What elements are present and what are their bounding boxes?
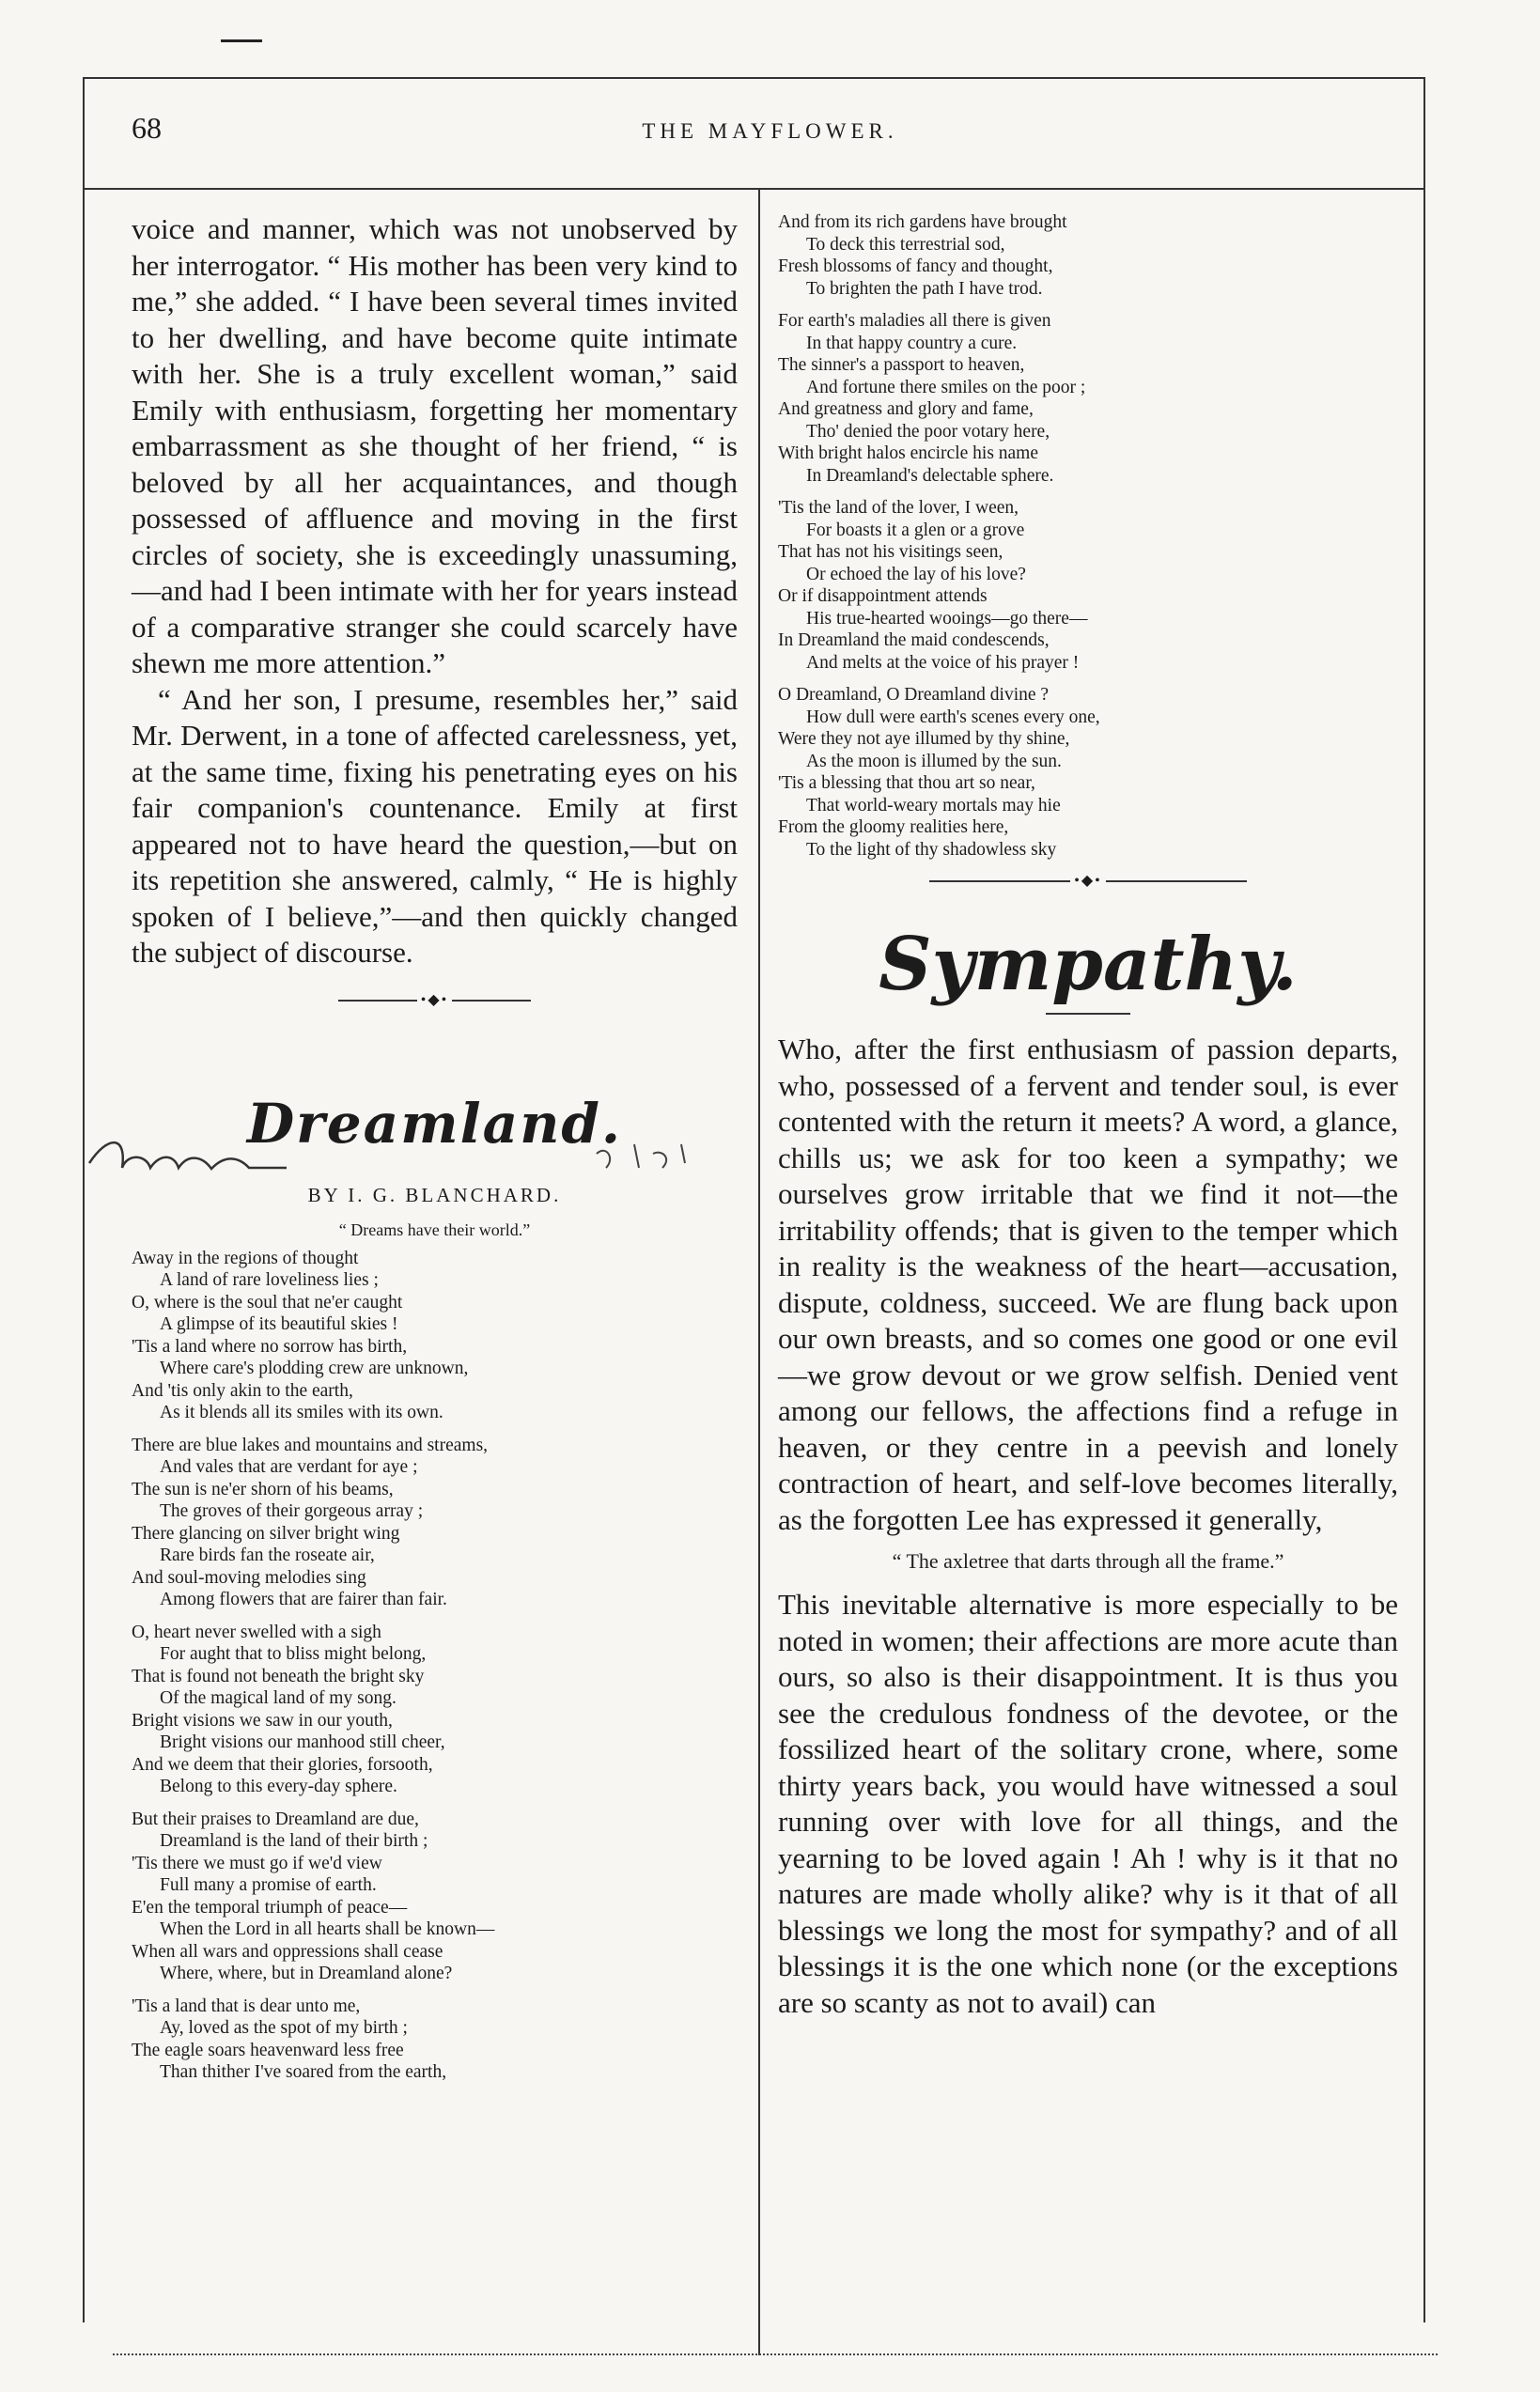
poem-stanza	[778, 497, 1398, 674]
poem-line: As it blends all its smiles with its own.	[160, 1403, 443, 1422]
poem-line: Rare birds fan the roseate air,	[160, 1545, 375, 1565]
poem-line: And from its rich gardens have brought	[778, 212, 1067, 232]
essay-quote: “ The axletree that darts through all the frame.”	[892, 1549, 1284, 1573]
poem-line: And vales that are verdant for aye ;	[160, 1457, 418, 1477]
poem-line: 'Tis there we must go if we'd view	[132, 1853, 382, 1873]
poem-line: His true-hearted wooings—go there—	[806, 608, 1088, 629]
ornament-rule: •◆•	[132, 990, 738, 1009]
story-paragraph: “ And her son, I presume, resembles her,” said Mr. Derwent, in a tone of affected carelessness, yet, at the same time, fixing his penetrating eyes on his fair companion's countenance. Emily at first appeared not to have heard the question,—but on its repetition she answered, calmly, “ He is highly spoken of I believe,”—and then quickly changed the subject of discourse.	[132, 682, 738, 969]
poem-line: And fortune there smiles on the poor ;	[806, 377, 1086, 397]
poem-line: As the moon is illumed by the sun.	[806, 751, 1062, 771]
poem-line: How dull were earth's scenes every one,	[806, 707, 1100, 727]
title-rule	[1046, 1013, 1130, 1015]
poem-stanza	[132, 1809, 738, 1985]
poem-line: 'Tis a land where no sorrow has birth,	[132, 1336, 408, 1357]
poem-stanza	[778, 211, 1398, 300]
poem-line: Tho' denied the poor votary here,	[806, 421, 1050, 442]
poem-line: And melts at the voice of his prayer !	[806, 652, 1080, 673]
poem-line: And we deem that their glories, forsooth,	[132, 1754, 433, 1775]
poem-dreamland-part2	[778, 211, 1398, 861]
poem-line: In Dreamland's delectable sphere.	[806, 465, 1054, 486]
poem-line: When all wars and oppressions shall cease	[132, 1941, 443, 1962]
poem-line: The sinner's a passport to heaven,	[778, 355, 1025, 375]
poem-stanza	[778, 310, 1398, 487]
poem-line: In that happy country a cure.	[806, 333, 1018, 353]
poem-line: Where, where, but in Dreamland alone?	[160, 1964, 453, 1983]
poem-line: From the gloomy realities here,	[778, 817, 1009, 837]
poem-stanza	[778, 684, 1398, 861]
poem-dreamland-part1	[132, 1248, 738, 2084]
poem-line: Or if disappointment attends	[778, 586, 988, 606]
poem-line: The groves of their gorgeous array ;	[160, 1501, 424, 1521]
poem-line: To brighten the path I have trod.	[806, 278, 1043, 299]
poem-line: Fresh blossoms of fancy and thought,	[778, 256, 1053, 276]
poem-line: To deck this terrestrial sod,	[806, 234, 1005, 255]
poem-line: Among flowers that are fairer than fair.	[160, 1590, 447, 1609]
poem-line: And 'tis only akin to the earth,	[132, 1380, 353, 1401]
poem-stanza	[132, 1622, 738, 1798]
page-number: 68	[132, 111, 162, 145]
poem-line: Full many a promise of earth.	[160, 1875, 377, 1895]
poem-line: Belong to this every-day sphere.	[160, 1777, 397, 1796]
poem-line: Dreamland is the land of their birth ;	[160, 1831, 428, 1851]
poem-line: And greatness and glory and fame,	[778, 399, 1034, 419]
poem-line: The sun is ne'er shorn of his beams,	[132, 1479, 394, 1499]
poem-line: The eagle soars heavenward less free	[132, 2040, 404, 2060]
poem-line: When the Lord in all hearts shall be known—	[160, 1919, 495, 1939]
poem-line: With bright halos encircle his name	[778, 443, 1039, 463]
essay-paragraph-1: Who, after the first enthusiasm of passion departs, who, possessed of a fervent and tender soul, is ever contented with the return it meets? A word, a glance, chills us; we ask for too keen a sympathy; we ourselves grow irritable that we find it not—the irritability offends; that is given to the temper which in reality is the weakness of the heart—accusation, dispute, coldness, succeed. We are flung back upon our own breasts, and so comes one good or one evil—we grow devout or we grow selfish. Denied vent among our fellows, the affections find a refuge in heaven, or they centre in a peevish and lonely contraction of heart, and self-love becomes literally, as the forgotten Lee has expressed it generally,	[778, 1033, 1398, 1536]
poem-line: And soul-moving melodies sing	[132, 1567, 366, 1588]
poem-line: In Dreamland the maid condescends,	[778, 630, 1050, 650]
poem-line: O, where is the soul that ne'er caught	[132, 1292, 403, 1312]
poem-line: That world-weary mortals may hie	[806, 795, 1061, 815]
poem-line: O, heart never swelled with a sigh	[132, 1622, 381, 1642]
poem-line: But their praises to Dreamland are due,	[132, 1809, 419, 1829]
header-rule-bottom	[83, 188, 1423, 190]
poem-line: O Dreamland, O Dreamland divine ?	[778, 685, 1050, 705]
header-rule-top	[83, 77, 1423, 79]
poem-line: For boasts it a glen or a grove	[806, 520, 1025, 540]
poem-line: That is found not beneath the bright sky	[132, 1666, 425, 1686]
poem-line: Were they not aye illumed by thy shine,	[778, 729, 1070, 749]
poem-line: There glancing on silver bright wing	[132, 1523, 400, 1544]
poem-line: Ay, loved as the spot of my birth ;	[160, 2018, 408, 2038]
essay-title: Sympathy.	[879, 922, 1298, 1007]
poem-line: 'Tis the land of the lover, I ween,	[778, 498, 1019, 518]
poem-line: For earth's maladies all there is given	[778, 311, 1051, 331]
poem-line: 'Tis a blessing that thou art so near,	[778, 773, 1035, 793]
handwritten-annotation	[70, 1116, 728, 1191]
ornament-rule-2: •◆•	[778, 871, 1398, 890]
poem-line: That has not his visitings seen,	[778, 542, 1003, 562]
story-continuation: voice and manner, which was not unobserved by her interrogator. “ His mother has been very kind to me,” she added. “ I have been several times invited to her dwelling, and have become quite intimate with her. She is a truly excellent woman,” said Emily with enthusiasm, forgetting her momentary embarrassment as she thought of her friend, “ is beloved by all her acquaintances, and though possessed of affluence and moving in the first circles of society, she is exceedingly unassuming,—and had I been intimate with her for years instead of a comparative stranger she could scarcely have shewn me more attention.”	[132, 212, 738, 679]
poem-line: Away in the regions of thought	[132, 1248, 359, 1268]
poem-title: Dreamland.	[246, 1091, 623, 1156]
poem-line: Bright visions we saw in our youth,	[132, 1710, 393, 1731]
right-column	[778, 211, 1398, 2021]
poem-line: Or echoed the lay of his love?	[806, 564, 1026, 584]
poem-line: There are blue lakes and mountains and streams,	[132, 1435, 489, 1455]
poem-line: For aught that to bliss might belong,	[160, 1644, 427, 1664]
poem-line: Where care's plodding crew are unknown,	[160, 1359, 469, 1378]
poem-line: 'Tis a land that is dear unto me,	[132, 1996, 361, 2016]
poem-line: A glimpse of its beautiful skies !	[160, 1314, 398, 1334]
poem-line: Than thither I've soared from the earth,	[160, 2062, 447, 2082]
poem-line: To the light of thy shadowless sky	[806, 839, 1057, 860]
stray-mark	[221, 39, 262, 42]
title-spacer	[132, 971, 738, 1092]
poem-byline: BY I. G. BLANCHARD.	[307, 1183, 562, 1206]
poem-stanza	[132, 1996, 738, 2084]
poem-line: Bright visions our manhood still cheer,	[160, 1732, 445, 1752]
essay-paragraph-2: This inevitable alternative is more especially to be noted in women; their affections are more acute than ours, so also is their disappointment. It is thus you see the credulous fondness of the devotee, or the fossilized heart of the solitary crone, where, some thirty years back, you would have witnessed a soul running over with love for all things, and the yearning to be loved again ! Ah ! why is it that no natures are made wholly alike? why is it that of all blessings we long the most for sympathy? and of all blessings it is the one which none (or the exceptions are so scanty as not to avail) can	[778, 1588, 1398, 2019]
poem-stanza	[132, 1248, 738, 1424]
poem-line: A land of rare loveliness lies ;	[160, 1270, 379, 1290]
poem-epigraph: “ Dreams have their world.”	[338, 1219, 531, 1239]
poem-line: E'en the temporal triumph of peace—	[132, 1897, 408, 1918]
running-head: THE MAYFLOWER.	[642, 119, 898, 143]
bottom-rule	[113, 2353, 1438, 2355]
column-divider	[758, 190, 760, 2355]
poem-stanza	[132, 1435, 738, 1611]
poem-line: Of the magical land of my song.	[160, 1688, 397, 1708]
